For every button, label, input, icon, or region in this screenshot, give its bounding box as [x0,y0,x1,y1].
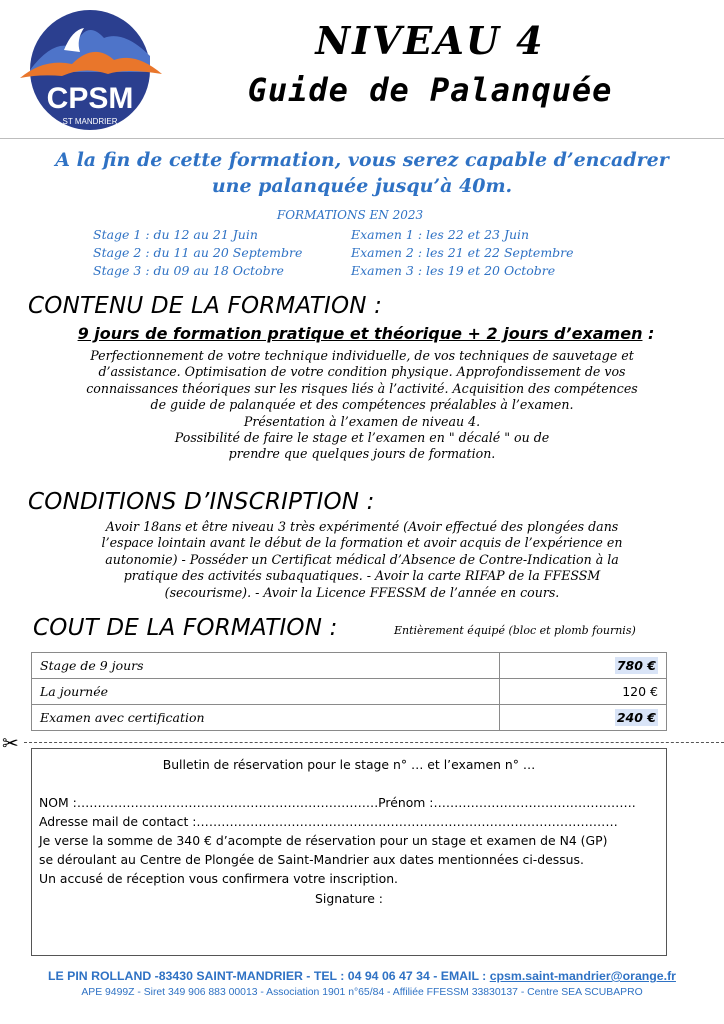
table-row [32,679,667,705]
price-row-label: Examen avec certification [32,705,500,731]
contenu-line: Présentation à l’examen de niveau 4. [243,413,481,429]
price-highlight: 240 € [616,710,656,725]
stage-item: Stage 2 : du 11 au 20 Septembre [93,245,303,260]
cout-note: Entièrement équipé (bloc et plomb fournis) [394,624,636,637]
header-divider [0,138,724,139]
examen-item: Examen 1 : les 22 et 23 Juin [351,227,530,242]
contenu-line: Possibilité de faire le stage et l’examen en " décalé " ou de [174,430,550,446]
price-highlight: 780 € [616,658,656,673]
contenu-line: connaissances théoriques sur les risques liés à l’activité. Acquisition des compétences [86,380,638,396]
contenu-line: prendre que quelques jours de formation. [228,446,496,462]
contenu-heading: CONTENU DE LA FORMATION : [28,293,383,319]
footer-legal: APE 9499Z - Siret 349 906 883 00013 - Association 1901 n°65/84 - Affiliée FFESSM 33830137 - Centre SEA SCUBAPRO [81,987,643,998]
signature-field[interactable]: Signature : [315,891,383,906]
table-row [32,705,667,731]
contenu-subheading-suffix: : [642,324,655,343]
contenu-line: de guide de palanquée et des compétences préalables à l’examen. [150,397,574,413]
footer-address: LE PIN ROLLAND -83430 SAINT-MANDRIER - TEL : 04 94 06 47 34 - EMAIL : [48,969,490,983]
price-row-value [500,653,667,679]
price-row-label: Stage de 9 jours [32,653,500,679]
scissors-icon: ✂ [2,731,19,755]
stage-list [93,226,302,280]
footer-email-link[interactable]: cpsm.saint-mandrier@orange.fr [489,969,676,983]
price-row-value [500,705,667,731]
conditions-body [20,519,704,601]
reservation-text-line: Un accusé de réception vous confirmera votre inscription. [39,871,398,886]
name-field[interactable]: NOM :……………………………………………………………….Prénom :…………………………………………. [39,795,636,810]
email-field[interactable]: Adresse mail de contact :………………………………………………………………………………………… [39,814,618,829]
tagline-line-2: une palanquée jusqu’à 40m. [211,175,513,197]
contenu-line: d’assistance. Optimisation de votre condition physique. Approfondissement de vos [98,364,626,380]
examen-item: Examen 3 : les 19 et 20 Octobre [351,263,556,278]
cpsm-logo [14,8,166,132]
conditions-line: l’espace lointain avant le début de la formation et avoir acquis de l’expérience en [101,535,623,551]
conditions-line: pratique des activités subaquatiques. - Avoir la carte RIFAP de la FFESSM [123,568,601,584]
tagline-line-1: A la fin de cette formation, vous serez capable d’encadrer [55,149,669,171]
conditions-line: autonomie) - Posséder un Certificat médical d’Absence de Contre-Indication à la [105,551,619,567]
contenu-subheading-text: 9 jours de formation pratique et théorique + 2 jours d’examen [77,324,643,343]
svg-text:CPSM: CPSM [46,82,134,115]
price-row-value: 120 € [500,679,667,705]
reservation-form [31,748,667,956]
cout-heading: COUT DE LA FORMATION : [33,615,338,641]
conditions-heading: CONDITIONS D’INSCRIPTION : [28,489,375,515]
stage-item: Stage 1 : du 12 au 21 Juin [93,227,258,242]
cut-line [24,742,724,743]
price-table [31,652,667,731]
examen-item: Examen 2 : les 21 et 22 Septembre [351,245,574,260]
footer-contact [0,969,724,983]
price-row-label: La journée [32,679,500,705]
conditions-line: Avoir 18ans et être niveau 3 très expérimenté (Avoir effectué des plongées dans [105,519,619,534]
reservation-title: Bulletin de réservation pour le stage n° … et l’examen n° … [162,757,536,772]
page-title: NIVEAU 4 [315,18,545,63]
svg-text:ST MANDRIER: ST MANDRIER [62,117,118,126]
contenu-subheading [26,323,706,345]
reservation-text-line: se déroulant au Centre de Plongée de Saint-Mandrier aux dates mentionnées ci-dessus. [39,852,584,867]
conditions-line: (secourisme). - Avoir la Licence FFESSM de l’année en cours. [164,584,560,600]
reservation-text-line: Je verse la somme de 340 € d’acompte de réservation pour un stage et examen de N4 (GP) [39,833,608,848]
contenu-body [20,348,704,463]
tagline [20,147,704,199]
stage-item: Stage 3 : du 09 au 18 Octobre [93,263,284,278]
formations-title: FORMATIONS EN 2023 [276,208,424,222]
examen-list [351,226,574,280]
page-subtitle: Guide de Palanquée [247,71,613,109]
table-row [32,653,667,679]
contenu-line: Perfectionnement de votre technique individuelle, de vos techniques de sauvetage et [90,348,634,363]
